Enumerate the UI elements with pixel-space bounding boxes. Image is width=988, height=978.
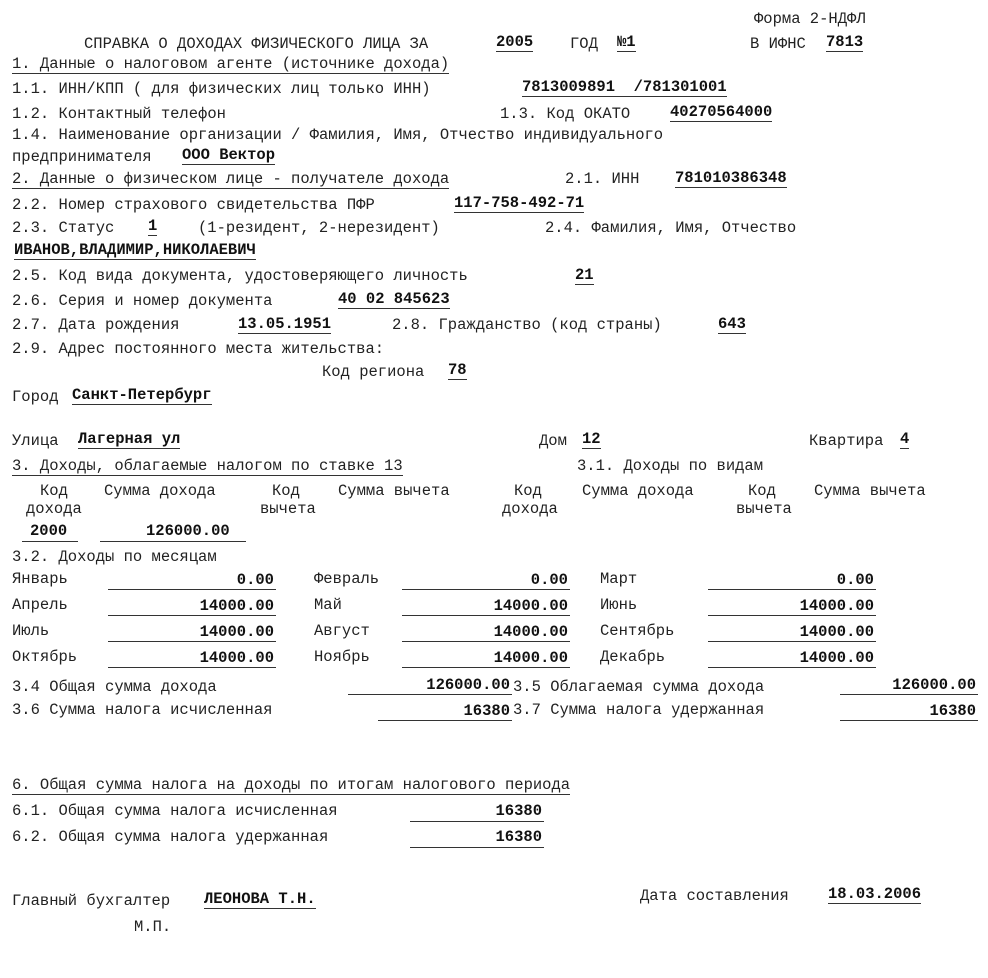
month-name: Декабрь [600, 648, 666, 666]
month-underline [108, 641, 276, 642]
month-name: Июнь [600, 596, 638, 614]
income-code-value: 2000 [30, 522, 68, 540]
organization-label-2: предпринимателя [12, 148, 152, 166]
agent-phone-label: 1.2. Контактный телефон [12, 105, 226, 123]
month-name: Июль [12, 622, 50, 640]
col-sum-deduct-b2: Сумма вычета [814, 482, 926, 500]
col-code-deduct-2: вычета [260, 500, 316, 518]
month-value: 14000.00 [493, 597, 568, 615]
taxable-income-underline [840, 694, 978, 695]
total-income-label: 3.4 Общая сумма дохода [12, 678, 217, 696]
okato-value: 40270564000 [670, 103, 773, 121]
section-1-heading: 1. Данные о налоговом агенте (источнике дохода) [12, 55, 450, 73]
date-label: Дата составления [640, 887, 789, 905]
year-label: ГОД [570, 35, 598, 53]
income-sum-value: 126000.00 [146, 522, 230, 540]
form-label: Форма 2-НДФЛ [754, 10, 866, 28]
monthly-income-label: 3.2. Доходы по месяцам [12, 548, 217, 566]
tax-withheld-label: 3.7 Сумма налога удержанная [513, 701, 765, 719]
pfr-value: 117-758-492-71 [454, 194, 585, 212]
total-income-value: 126000.00 [426, 676, 510, 694]
col-code-income-b2: Код [514, 482, 542, 500]
month-value: 14000.00 [199, 597, 274, 615]
doc-code-value: 21 [575, 266, 594, 284]
fio-label: 2.4. Фамилия, Имя, Отчество [545, 219, 797, 237]
certificate-number: №1 [617, 33, 636, 51]
status-hint: (1-резидент, 2-нерезидент) [198, 219, 440, 237]
month-value: 14000.00 [493, 623, 568, 641]
status-label: 2.3. Статус [12, 219, 115, 237]
doc-number-value: 40 02 845623 [338, 290, 450, 308]
tax-withheld-underline [840, 720, 978, 721]
col-code-deduct: Код [272, 482, 300, 500]
pfr-label: 2.2. Номер страхового свидетельства ПФР [12, 196, 375, 214]
total-tax-withheld-value: 16380 [495, 828, 542, 846]
month-value: 14000.00 [493, 649, 568, 667]
month-value: 14000.00 [799, 597, 874, 615]
month-underline [402, 589, 570, 590]
city-value: Санкт-Петербург [72, 386, 212, 404]
month-value: 0.00 [530, 571, 568, 589]
month-underline [108, 667, 276, 668]
col-code-income-2-b2: дохода [502, 500, 558, 518]
col-code-income-2: дохода [26, 500, 82, 518]
month-underline [708, 667, 876, 668]
col-sum-income-b2: Сумма дохода [582, 482, 694, 500]
month-underline [402, 615, 570, 616]
status-value: 1 [148, 217, 158, 235]
col-code-deduct-2-b2: вычета [736, 500, 792, 518]
month-underline [708, 641, 876, 642]
doc-code-label: 2.5. Код вида документа, удостоверяющего личность [12, 267, 468, 285]
month-underline [108, 589, 276, 590]
ifns-label: В ИФНС [750, 35, 806, 53]
taxable-income-label: 3.5 Облагаемая сумма дохода [513, 678, 765, 696]
month-value: 14000.00 [799, 649, 874, 667]
tax-withheld-value: 16380 [929, 702, 976, 720]
section-6-heading: 6. Общая сумма налога на доходы по итогам налогового периода [12, 776, 571, 794]
total-tax-withheld-label: 6.2. Общая сумма налога удержанная [12, 828, 329, 846]
tax-calculated-underline [378, 720, 512, 721]
month-value: 14000.00 [199, 623, 274, 641]
total-income-underline [348, 694, 512, 695]
total-tax-calculated-label: 6.1. Общая сумма налога исчисленная [12, 802, 338, 820]
month-underline [708, 589, 876, 590]
person-inn-value: 781010386348 [675, 169, 787, 187]
fio-value: ИВАНОВ,ВЛАДИМИР,НИКОЛАЕВИЧ [14, 241, 256, 259]
income-sum-underline [100, 541, 246, 542]
accountant-label: Главный бухгалтер [12, 892, 171, 910]
month-name: Январь [12, 570, 68, 588]
month-underline [402, 667, 570, 668]
agent-inn-value: 7813009891 /781301001 [522, 78, 727, 96]
section-2-heading: 2. Данные о физическом лице - получателе дохода [12, 170, 450, 188]
organization-label: 1.4. Наименование организации / Фамилия, Имя, Отчество индивидуального [12, 126, 664, 144]
certificate-title: СПРАВКА О ДОХОДАХ ФИЗИЧЕСКОГО ЛИЦА ЗА [84, 35, 429, 53]
house-value: 12 [582, 430, 601, 448]
month-underline [708, 615, 876, 616]
house-label: Дом [539, 432, 567, 450]
citizenship-label: 2.8. Гражданство (код страны) [392, 316, 662, 334]
street-label: Улица [12, 432, 59, 450]
okato-label: 1.3. Код ОКАТО [500, 105, 631, 123]
flat-label: Квартира [809, 432, 884, 450]
flat-value: 4 [900, 430, 910, 448]
col-sum-income: Сумма дохода [104, 482, 216, 500]
section-3-heading: 3. Доходы, облагаемые налогом по ставке 13 [12, 457, 403, 475]
address-label: 2.9. Адрес постоянного места жительства: [12, 340, 385, 358]
month-name: Февраль [314, 570, 380, 588]
date-value: 18.03.2006 [828, 885, 922, 903]
tax-calculated-value: 16380 [463, 702, 510, 720]
taxable-income-value: 126000.00 [892, 676, 976, 694]
total-tax-calculated-value: 16380 [495, 802, 542, 820]
total-tax-withheld-underline [410, 847, 544, 848]
month-value: 0.00 [836, 571, 874, 589]
region-value: 78 [448, 361, 467, 379]
month-name: Апрель [12, 596, 68, 614]
birth-date-label: 2.7. Дата рождения [12, 316, 180, 334]
month-name: Сентябрь [600, 622, 675, 640]
month-value: 0.00 [236, 571, 274, 589]
report-year: 2005 [496, 33, 534, 51]
agent-inn-label: 1.1. ИНН/КПП ( для физических лиц только ИНН) [12, 80, 431, 98]
month-name: Ноябрь [314, 648, 370, 666]
street-value: Лагерная ул [78, 430, 181, 448]
month-name: Октябрь [12, 648, 78, 666]
month-underline [402, 641, 570, 642]
income-code-underline [22, 541, 78, 542]
col-sum-deduct: Сумма вычета [338, 482, 450, 500]
month-name: Март [600, 570, 638, 588]
total-tax-calculated-underline [410, 821, 544, 822]
organization-value: ООО Вектор [182, 146, 276, 164]
income-by-type-label: 3.1. Доходы по видам [577, 457, 764, 475]
person-inn-label: 2.1. ИНН [565, 170, 640, 188]
city-label: Город [12, 388, 59, 406]
citizenship-value: 643 [718, 315, 746, 333]
region-label: Код региона [322, 363, 425, 381]
stamp-label: М.П. [134, 918, 172, 936]
doc-number-label: 2.6. Серия и номер документа [12, 292, 273, 310]
birth-date-value: 13.05.1951 [238, 315, 332, 333]
month-value: 14000.00 [199, 649, 274, 667]
month-name: Май [314, 596, 342, 614]
ifns-code: 7813 [826, 33, 864, 51]
col-code-income: Код [40, 482, 68, 500]
col-code-deduct-b2: Код [748, 482, 776, 500]
tax-calculated-label: 3.6 Сумма налога исчисленная [12, 701, 273, 719]
month-value: 14000.00 [799, 623, 874, 641]
month-name: Август [314, 622, 370, 640]
accountant-name: ЛЕОНОВА Т.Н. [204, 890, 316, 908]
month-underline [108, 615, 276, 616]
